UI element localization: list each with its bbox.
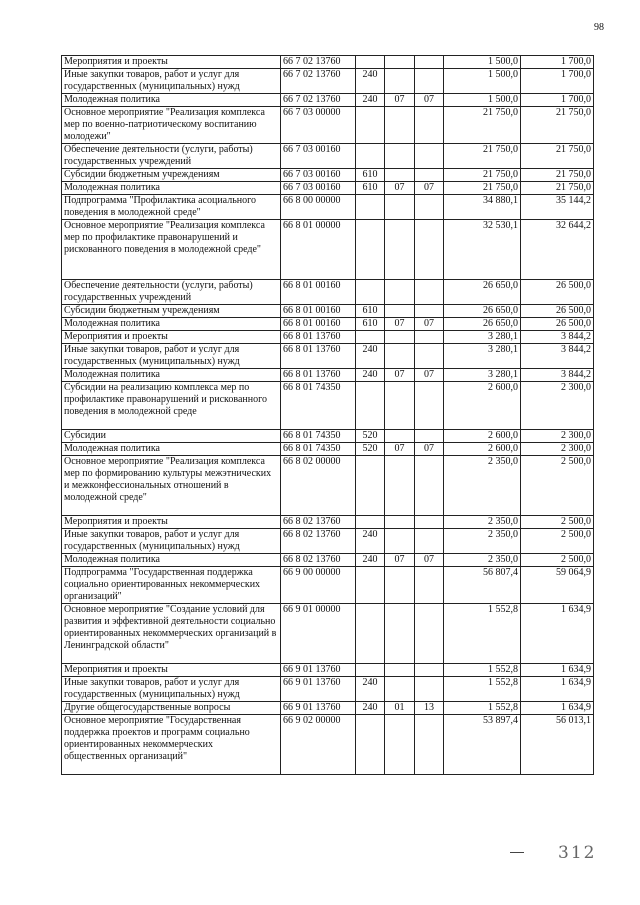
cell-section <box>385 144 415 169</box>
cell-section: 07 <box>385 318 415 331</box>
budget-table <box>61 55 594 775</box>
cell-subsection <box>415 107 444 144</box>
cell-expense-type: 240 <box>356 677 385 702</box>
cell-target-code: 66 9 02 00000 <box>281 715 356 775</box>
cell-amount-year-2: 21 750,0 <box>521 169 594 182</box>
cell-amount-year-1: 1 552,8 <box>444 702 521 715</box>
cell-section: 01 <box>385 702 415 715</box>
cell-expense-type: 240 <box>356 69 385 94</box>
cell-section <box>385 305 415 318</box>
table-row <box>62 331 594 344</box>
cell-name: Иные закупки товаров, работ и услуг для государственных (муниципальных) нужд <box>62 677 281 702</box>
cell-section <box>385 382 415 430</box>
cell-section <box>385 715 415 775</box>
cell-amount-year-1: 21 750,0 <box>444 144 521 169</box>
cell-name: Мероприятия и проекты <box>62 516 281 529</box>
cell-amount-year-2: 3 844,2 <box>521 344 594 369</box>
cell-subsection <box>415 529 444 554</box>
cell-expense-type: 240 <box>356 369 385 382</box>
cell-amount-year-1: 1 552,8 <box>444 664 521 677</box>
cell-expense-type: 240 <box>356 702 385 715</box>
cell-target-code: 66 8 01 13760 <box>281 331 356 344</box>
cell-subsection <box>415 56 444 69</box>
cell-amount-year-1: 32 530,1 <box>444 220 521 280</box>
table-row <box>62 94 594 107</box>
cell-target-code: 66 9 00 00000 <box>281 567 356 604</box>
cell-name: Молодежная политика <box>62 443 281 456</box>
table-row <box>62 195 594 220</box>
cell-amount-year-1: 1 500,0 <box>444 69 521 94</box>
cell-section: 07 <box>385 369 415 382</box>
cell-amount-year-2: 56 013,1 <box>521 715 594 775</box>
page-number: 98 <box>594 22 604 33</box>
cell-name: Молодежная политика <box>62 182 281 195</box>
cell-expense-type <box>356 107 385 144</box>
cell-subsection: 07 <box>415 554 444 567</box>
table-row <box>62 369 594 382</box>
cell-target-code: 66 7 02 13760 <box>281 69 356 94</box>
cell-expense-type <box>356 516 385 529</box>
cell-subsection <box>415 69 444 94</box>
cell-target-code: 66 8 01 74350 <box>281 430 356 443</box>
cell-amount-year-2: 1 700,0 <box>521 56 594 69</box>
table-row <box>62 305 594 318</box>
cell-name: Основное мероприятие "Реализация комплекса мер по профилактике правонарушений и рискованного поведения в молодежной среде" <box>62 220 281 280</box>
cell-target-code: 66 8 02 13760 <box>281 516 356 529</box>
cell-target-code: 66 9 01 13760 <box>281 677 356 702</box>
table-row <box>62 182 594 195</box>
cell-amount-year-1: 21 750,0 <box>444 169 521 182</box>
cell-amount-year-1: 1 552,8 <box>444 677 521 702</box>
cell-subsection <box>415 677 444 702</box>
cell-amount-year-2: 1 634,9 <box>521 677 594 702</box>
cell-name: Молодежная политика <box>62 94 281 107</box>
cell-target-code: 66 8 02 13760 <box>281 554 356 567</box>
cell-name: Основное мероприятие "Создание условий для развития и эффективной деятельности социально ориентированных некоммерческих организаций в Ленинградской области" <box>62 604 281 664</box>
cell-target-code: 66 7 03 00000 <box>281 107 356 144</box>
cell-expense-type: 610 <box>356 318 385 331</box>
cell-section <box>385 195 415 220</box>
cell-amount-year-1: 3 280,1 <box>444 369 521 382</box>
cell-section <box>385 344 415 369</box>
table-row <box>62 430 594 443</box>
cell-subsection <box>415 715 444 775</box>
table-row <box>62 344 594 369</box>
cell-expense-type: 520 <box>356 443 385 456</box>
cell-subsection <box>415 344 444 369</box>
cell-amount-year-2: 1 634,9 <box>521 604 594 664</box>
cell-amount-year-2: 21 750,0 <box>521 144 594 169</box>
cell-name: Основное мероприятие "Реализация комплекса мер по военно-патриотическому воспитанию молодежи" <box>62 107 281 144</box>
cell-expense-type <box>356 604 385 664</box>
cell-target-code: 66 8 02 13760 <box>281 529 356 554</box>
cell-target-code: 66 7 03 00160 <box>281 169 356 182</box>
cell-amount-year-1: 26 650,0 <box>444 280 521 305</box>
cell-name: Мероприятия и проекты <box>62 331 281 344</box>
cell-name: Иные закупки товаров, работ и услуг для государственных (муниципальных) нужд <box>62 69 281 94</box>
cell-section <box>385 516 415 529</box>
cell-amount-year-2: 32 644,2 <box>521 220 594 280</box>
cell-target-code: 66 8 01 74350 <box>281 382 356 430</box>
cell-subsection <box>415 280 444 305</box>
table-row <box>62 107 594 144</box>
cell-expense-type: 610 <box>356 182 385 195</box>
cell-expense-type <box>356 664 385 677</box>
cell-expense-type <box>356 195 385 220</box>
table-row <box>62 56 594 69</box>
cell-amount-year-2: 2 500,0 <box>521 516 594 529</box>
cell-target-code: 66 8 00 00000 <box>281 195 356 220</box>
table-row <box>62 318 594 331</box>
table-row <box>62 69 594 94</box>
table-row <box>62 169 594 182</box>
cell-amount-year-2: 1 634,9 <box>521 664 594 677</box>
cell-target-code: 66 8 01 13760 <box>281 369 356 382</box>
cell-section <box>385 430 415 443</box>
table-row <box>62 529 594 554</box>
cell-section <box>385 664 415 677</box>
cell-name: Иные закупки товаров, работ и услуг для государственных (муниципальных) нужд <box>62 529 281 554</box>
cell-amount-year-2: 2 300,0 <box>521 443 594 456</box>
table-row <box>62 664 594 677</box>
cell-name: Иные закупки товаров, работ и услуг для государственных (муниципальных) нужд <box>62 344 281 369</box>
cell-expense-type <box>356 144 385 169</box>
cell-amount-year-2: 21 750,0 <box>521 107 594 144</box>
cell-target-code: 66 7 03 00160 <box>281 144 356 169</box>
cell-name: Молодежная политика <box>62 554 281 567</box>
table-row <box>62 567 594 604</box>
table-row <box>62 144 594 169</box>
cell-target-code: 66 9 01 00000 <box>281 604 356 664</box>
cell-subsection <box>415 516 444 529</box>
cell-expense-type <box>356 715 385 775</box>
cell-amount-year-1: 1 500,0 <box>444 56 521 69</box>
cell-name: Мероприятия и проекты <box>62 56 281 69</box>
cell-name: Субсидии бюджетным учреждениям <box>62 169 281 182</box>
cell-section <box>385 56 415 69</box>
cell-subsection <box>415 430 444 443</box>
cell-amount-year-2: 26 500,0 <box>521 280 594 305</box>
cell-amount-year-2: 2 500,0 <box>521 456 594 516</box>
cell-subsection <box>415 220 444 280</box>
cell-amount-year-2: 1 634,9 <box>521 702 594 715</box>
cell-name: Подпрограмма "Профилактика асоциального поведения в молодежной среде" <box>62 195 281 220</box>
cell-expense-type: 610 <box>356 169 385 182</box>
cell-amount-year-1: 53 897,4 <box>444 715 521 775</box>
table-row <box>62 456 594 516</box>
cell-expense-type: 240 <box>356 554 385 567</box>
cell-amount-year-1: 2 600,0 <box>444 430 521 443</box>
cell-amount-year-1: 2 350,0 <box>444 554 521 567</box>
cell-amount-year-2: 2 300,0 <box>521 430 594 443</box>
cell-name: Мероприятия и проекты <box>62 664 281 677</box>
cell-subsection: 07 <box>415 369 444 382</box>
cell-expense-type <box>356 567 385 604</box>
cell-name: Молодежная политика <box>62 318 281 331</box>
handwritten-page-mark: 312 <box>558 843 597 863</box>
cell-amount-year-2: 21 750,0 <box>521 182 594 195</box>
cell-expense-type: 610 <box>356 305 385 318</box>
cell-section <box>385 280 415 305</box>
cell-expense-type <box>356 382 385 430</box>
cell-subsection <box>415 195 444 220</box>
cell-amount-year-2: 1 700,0 <box>521 69 594 94</box>
cell-target-code: 66 8 01 74350 <box>281 443 356 456</box>
cell-amount-year-1: 1 500,0 <box>444 94 521 107</box>
cell-amount-year-1: 21 750,0 <box>444 182 521 195</box>
cell-amount-year-2: 26 500,0 <box>521 318 594 331</box>
cell-section <box>385 69 415 94</box>
cell-section <box>385 529 415 554</box>
table-row <box>62 715 594 775</box>
cell-amount-year-2: 59 064,9 <box>521 567 594 604</box>
cell-name: Основное мероприятие "Государственная поддержка проектов и программ социально ориентированных некоммерческих общественных организаций" <box>62 715 281 775</box>
cell-target-code: 66 8 02 00000 <box>281 456 356 516</box>
cell-name: Молодежная политика <box>62 369 281 382</box>
cell-name: Субсидии бюджетным учреждениям <box>62 305 281 318</box>
signature-dash <box>510 852 524 853</box>
cell-amount-year-1: 2 600,0 <box>444 382 521 430</box>
cell-amount-year-1: 3 280,1 <box>444 331 521 344</box>
cell-subsection <box>415 305 444 318</box>
cell-amount-year-2: 1 700,0 <box>521 94 594 107</box>
cell-target-code: 66 7 02 13760 <box>281 56 356 69</box>
cell-target-code: 66 7 03 00160 <box>281 182 356 195</box>
cell-subsection <box>415 456 444 516</box>
cell-section <box>385 107 415 144</box>
cell-expense-type: 240 <box>356 529 385 554</box>
table-row <box>62 443 594 456</box>
cell-subsection <box>415 169 444 182</box>
cell-amount-year-1: 34 880,1 <box>444 195 521 220</box>
cell-target-code: 66 8 01 13760 <box>281 344 356 369</box>
cell-expense-type <box>356 220 385 280</box>
cell-amount-year-1: 56 807,4 <box>444 567 521 604</box>
cell-section <box>385 677 415 702</box>
cell-subsection: 07 <box>415 443 444 456</box>
cell-subsection: 07 <box>415 182 444 195</box>
cell-name: Субсидии на реализацию комплекса мер по профилактике правонарушений и рискованного поведения в молодежной среде <box>62 382 281 430</box>
cell-expense-type <box>356 456 385 516</box>
table-row <box>62 220 594 280</box>
cell-target-code: 66 8 01 00160 <box>281 305 356 318</box>
cell-expense-type <box>356 331 385 344</box>
cell-amount-year-2: 26 500,0 <box>521 305 594 318</box>
cell-amount-year-1: 2 350,0 <box>444 456 521 516</box>
cell-section <box>385 331 415 344</box>
cell-subsection <box>415 331 444 344</box>
cell-section <box>385 220 415 280</box>
cell-expense-type: 240 <box>356 94 385 107</box>
table-row <box>62 280 594 305</box>
cell-section <box>385 567 415 604</box>
cell-target-code: 66 8 01 00160 <box>281 280 356 305</box>
cell-expense-type: 240 <box>356 344 385 369</box>
cell-amount-year-1: 2 600,0 <box>444 443 521 456</box>
cell-expense-type: 520 <box>356 430 385 443</box>
cell-subsection <box>415 144 444 169</box>
cell-amount-year-2: 35 144,2 <box>521 195 594 220</box>
cell-section: 07 <box>385 182 415 195</box>
cell-expense-type <box>356 56 385 69</box>
cell-section: 07 <box>385 443 415 456</box>
cell-name: Основное мероприятие "Реализация комплекса мер по формированию культуры межэтнических и межконфессиональных отношений в молодежной среде" <box>62 456 281 516</box>
cell-expense-type <box>356 280 385 305</box>
cell-amount-year-1: 3 280,1 <box>444 344 521 369</box>
cell-amount-year-1: 2 350,0 <box>444 529 521 554</box>
cell-amount-year-2: 2 500,0 <box>521 554 594 567</box>
cell-target-code: 66 9 01 13760 <box>281 702 356 715</box>
table-row <box>62 702 594 715</box>
cell-section: 07 <box>385 94 415 107</box>
cell-amount-year-1: 26 650,0 <box>444 305 521 318</box>
cell-amount-year-2: 2 500,0 <box>521 529 594 554</box>
cell-target-code: 66 8 01 00000 <box>281 220 356 280</box>
cell-subsection <box>415 664 444 677</box>
table-row <box>62 554 594 567</box>
cell-name: Субсидии <box>62 430 281 443</box>
cell-subsection <box>415 604 444 664</box>
cell-subsection <box>415 382 444 430</box>
cell-section: 07 <box>385 554 415 567</box>
cell-target-code: 66 7 02 13760 <box>281 94 356 107</box>
cell-amount-year-1: 1 552,8 <box>444 604 521 664</box>
cell-subsection: 07 <box>415 318 444 331</box>
cell-name: Другие общегосударственные вопросы <box>62 702 281 715</box>
table-row <box>62 382 594 430</box>
cell-amount-year-2: 3 844,2 <box>521 369 594 382</box>
cell-name: Обеспечение деятельности (услуги, работы) государственных учреждений <box>62 144 281 169</box>
cell-amount-year-1: 2 350,0 <box>444 516 521 529</box>
cell-amount-year-2: 3 844,2 <box>521 331 594 344</box>
cell-amount-year-2: 2 300,0 <box>521 382 594 430</box>
cell-name: Подпрограмма "Государственная поддержка социально ориентированных некоммерческих организаций" <box>62 567 281 604</box>
table-row <box>62 516 594 529</box>
cell-name: Обеспечение деятельности (услуги, работы) государственных учреждений <box>62 280 281 305</box>
cell-section <box>385 456 415 516</box>
cell-section <box>385 604 415 664</box>
cell-subsection: 07 <box>415 94 444 107</box>
cell-subsection: 13 <box>415 702 444 715</box>
table-row <box>62 677 594 702</box>
cell-amount-year-1: 21 750,0 <box>444 107 521 144</box>
cell-subsection <box>415 567 444 604</box>
cell-amount-year-1: 26 650,0 <box>444 318 521 331</box>
table-row <box>62 604 594 664</box>
cell-target-code: 66 9 01 13760 <box>281 664 356 677</box>
cell-target-code: 66 8 01 00160 <box>281 318 356 331</box>
cell-section <box>385 169 415 182</box>
